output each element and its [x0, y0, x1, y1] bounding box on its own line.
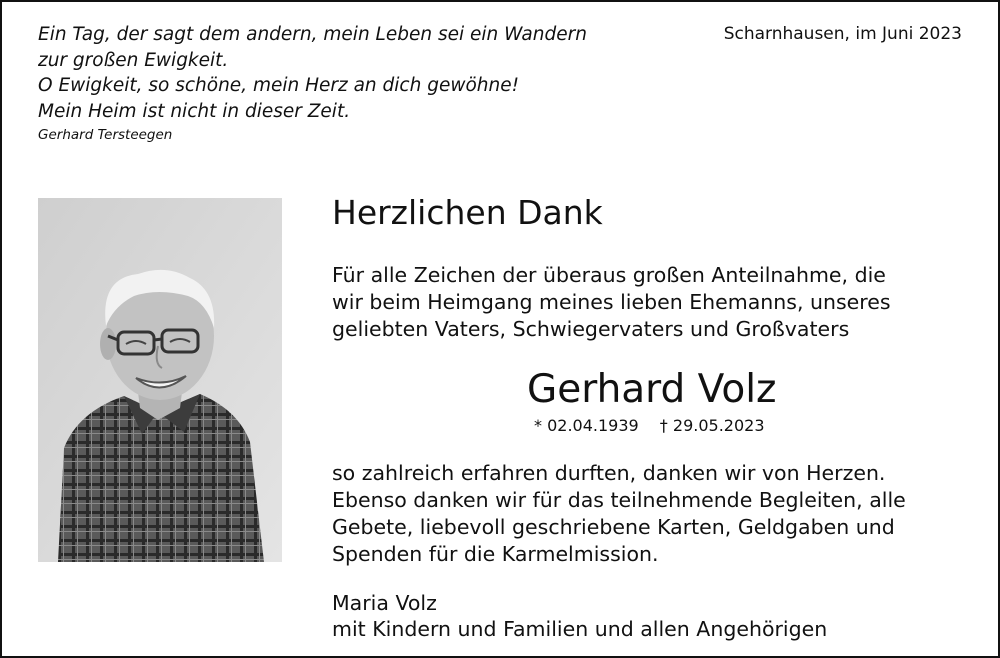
portrait-photo	[38, 198, 282, 562]
life-dates	[534, 416, 765, 435]
death-date: † 29.05.2023	[659, 416, 765, 435]
poem	[38, 22, 587, 124]
intro-line: Für alle Zeichen der überaus großen Anteilnahme, die	[332, 263, 886, 287]
closing-paragraph	[332, 460, 906, 568]
intro-line: geliebten Vaters, Schwiegervaters und Großvaters	[332, 317, 850, 341]
deceased-name: Gerhard Volz	[527, 367, 777, 412]
poem-line: zur großen Ewigkeit.	[38, 49, 229, 71]
birth-date: * 02.04.1939	[534, 416, 639, 435]
signature-family: mit Kindern und Familien und allen Angehörigen	[332, 617, 828, 641]
closing-line: Spenden für die Karmelmission.	[332, 542, 659, 566]
signature	[332, 590, 827, 642]
poem-author: Gerhard Tersteegen	[38, 127, 173, 143]
poem-line: O Ewigkeit, so schöne, mein Herz an dich gewöhne!	[38, 75, 520, 96]
signature-name: Maria Volz	[332, 591, 437, 615]
poem-line: Ein Tag, der sagt dem andern, mein Leben sei ein Wandern	[38, 24, 587, 45]
closing-line: so zahlreich erfahren durften, danken wir von Herzen.	[332, 461, 886, 485]
closing-line: Ebenso danken wir für das teilnehmende Begleiten, alle	[332, 488, 906, 512]
closing-line: Gebete, liebevoll geschriebene Karten, Geldgaben und	[332, 515, 895, 539]
place-date: Scharnhausen, im Juni 2023	[723, 24, 962, 44]
poem-line: Mein Heim ist nicht in dieser Zeit.	[38, 100, 351, 122]
heading: Herzlichen Dank	[332, 193, 603, 232]
intro-paragraph	[332, 262, 891, 343]
intro-line: wir beim Heimgang meines lieben Ehemanns, unseres	[332, 290, 891, 314]
